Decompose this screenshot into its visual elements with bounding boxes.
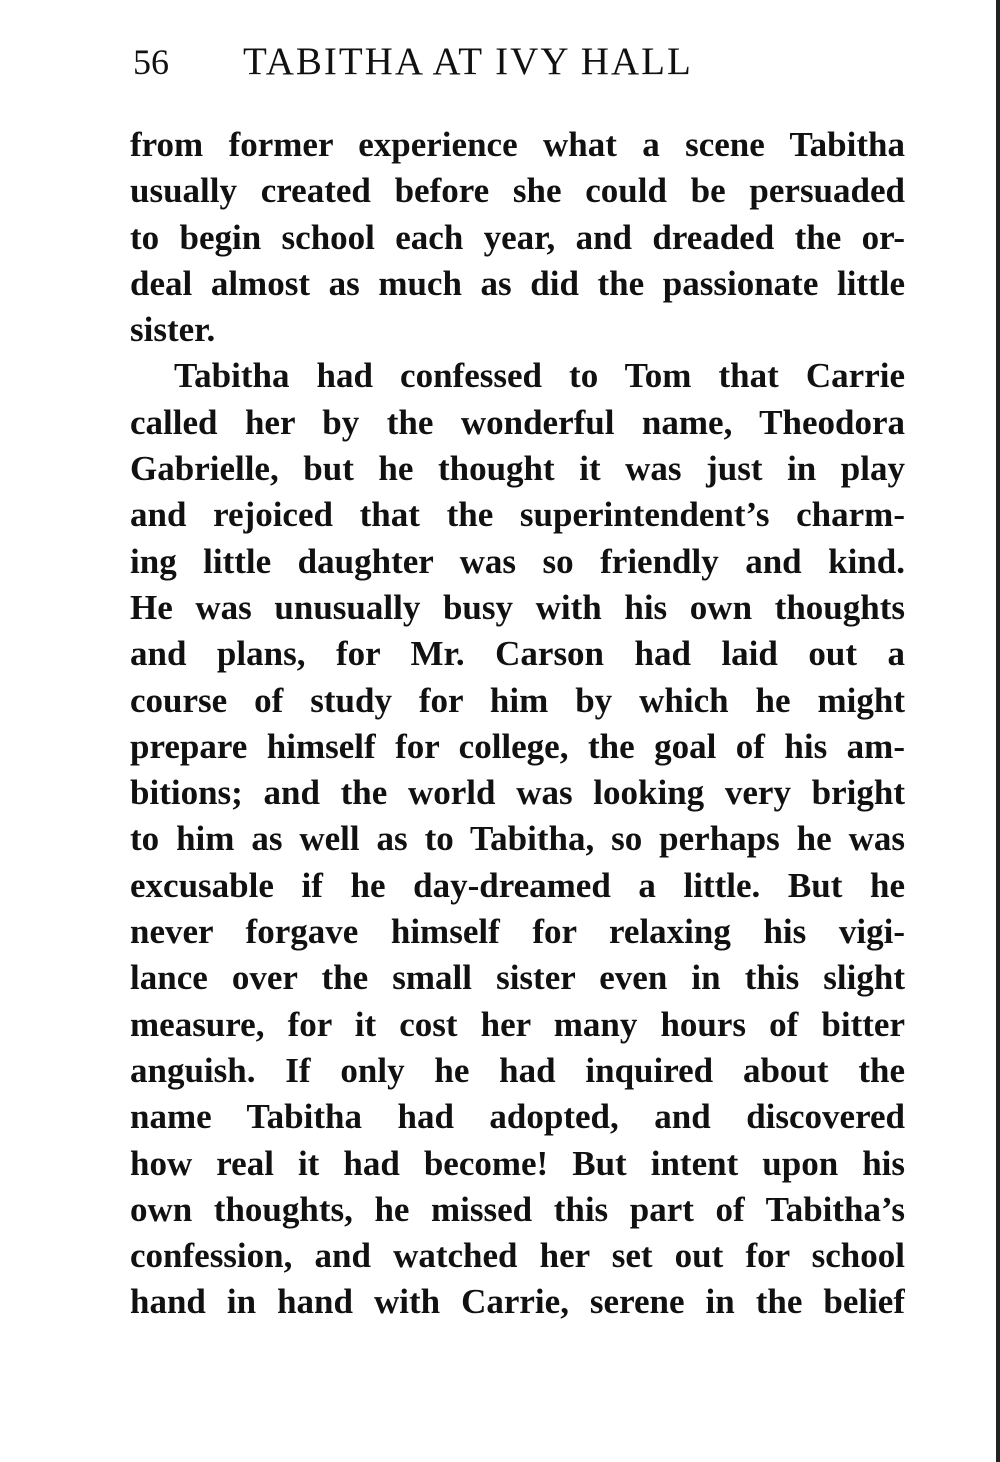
page-edge bbox=[996, 0, 1000, 1462]
text-line: anguish. If only he had inquired about the bbox=[130, 1050, 905, 1090]
text-line: usually created before she could be persuaded bbox=[130, 171, 905, 211]
text-line: never forgave himself for relaxing his vigi- bbox=[130, 912, 905, 952]
text-line: He was unusually busy with his own thoughts bbox=[130, 587, 905, 627]
text-line: how real it had become! But intent upon his bbox=[130, 1143, 905, 1183]
text-line: confession, and watched her set out for school bbox=[130, 1236, 905, 1276]
text-line: course of study for him by which he might bbox=[130, 680, 905, 720]
text-line: bitions; and the world was looking very bright bbox=[130, 773, 905, 813]
text-line: prepare himself for college, the goal of his am- bbox=[130, 726, 905, 766]
text-line: and rejoiced that the superintendent’s charm- bbox=[130, 495, 905, 535]
text-line: sister. bbox=[130, 310, 216, 350]
text-line: name Tabitha had adopted, and discovered bbox=[130, 1097, 905, 1137]
text-line: deal almost as much as did the passionate little bbox=[130, 263, 905, 303]
text-line: Tabitha had confessed to Tom that Carrie bbox=[174, 356, 905, 396]
text-line: to him as well as to Tabitha, so perhaps he was bbox=[130, 819, 905, 859]
text-line: and plans, for Mr. Carson had laid out a bbox=[130, 634, 905, 674]
page-number: 56 bbox=[133, 42, 169, 82]
running-title: TABITHA AT IVY HALL bbox=[243, 40, 693, 83]
text-line: lance over the small sister even in this slight bbox=[130, 958, 905, 998]
running-head bbox=[133, 32, 813, 92]
text-line: from former experience what a scene Tabitha bbox=[130, 125, 905, 164]
text-line: Gabrielle, but he thought it was just in play bbox=[130, 449, 905, 489]
text-line: hand in hand with Carrie, serene in the belief bbox=[130, 1282, 905, 1322]
text-line: called her by the wonderful name, Theodora bbox=[130, 402, 905, 442]
text-line: ing little daughter was so friendly and kind. bbox=[130, 541, 905, 581]
text-line: own thoughts, he missed this part of Tabitha’s bbox=[130, 1189, 905, 1229]
text-line: excusable if he day-dreamed a little. But he bbox=[130, 865, 905, 905]
body-text bbox=[130, 122, 905, 1326]
text-line: to begin school each year, and dreaded the or- bbox=[130, 217, 905, 257]
text-line: measure, for it cost her many hours of bitter bbox=[130, 1004, 905, 1044]
